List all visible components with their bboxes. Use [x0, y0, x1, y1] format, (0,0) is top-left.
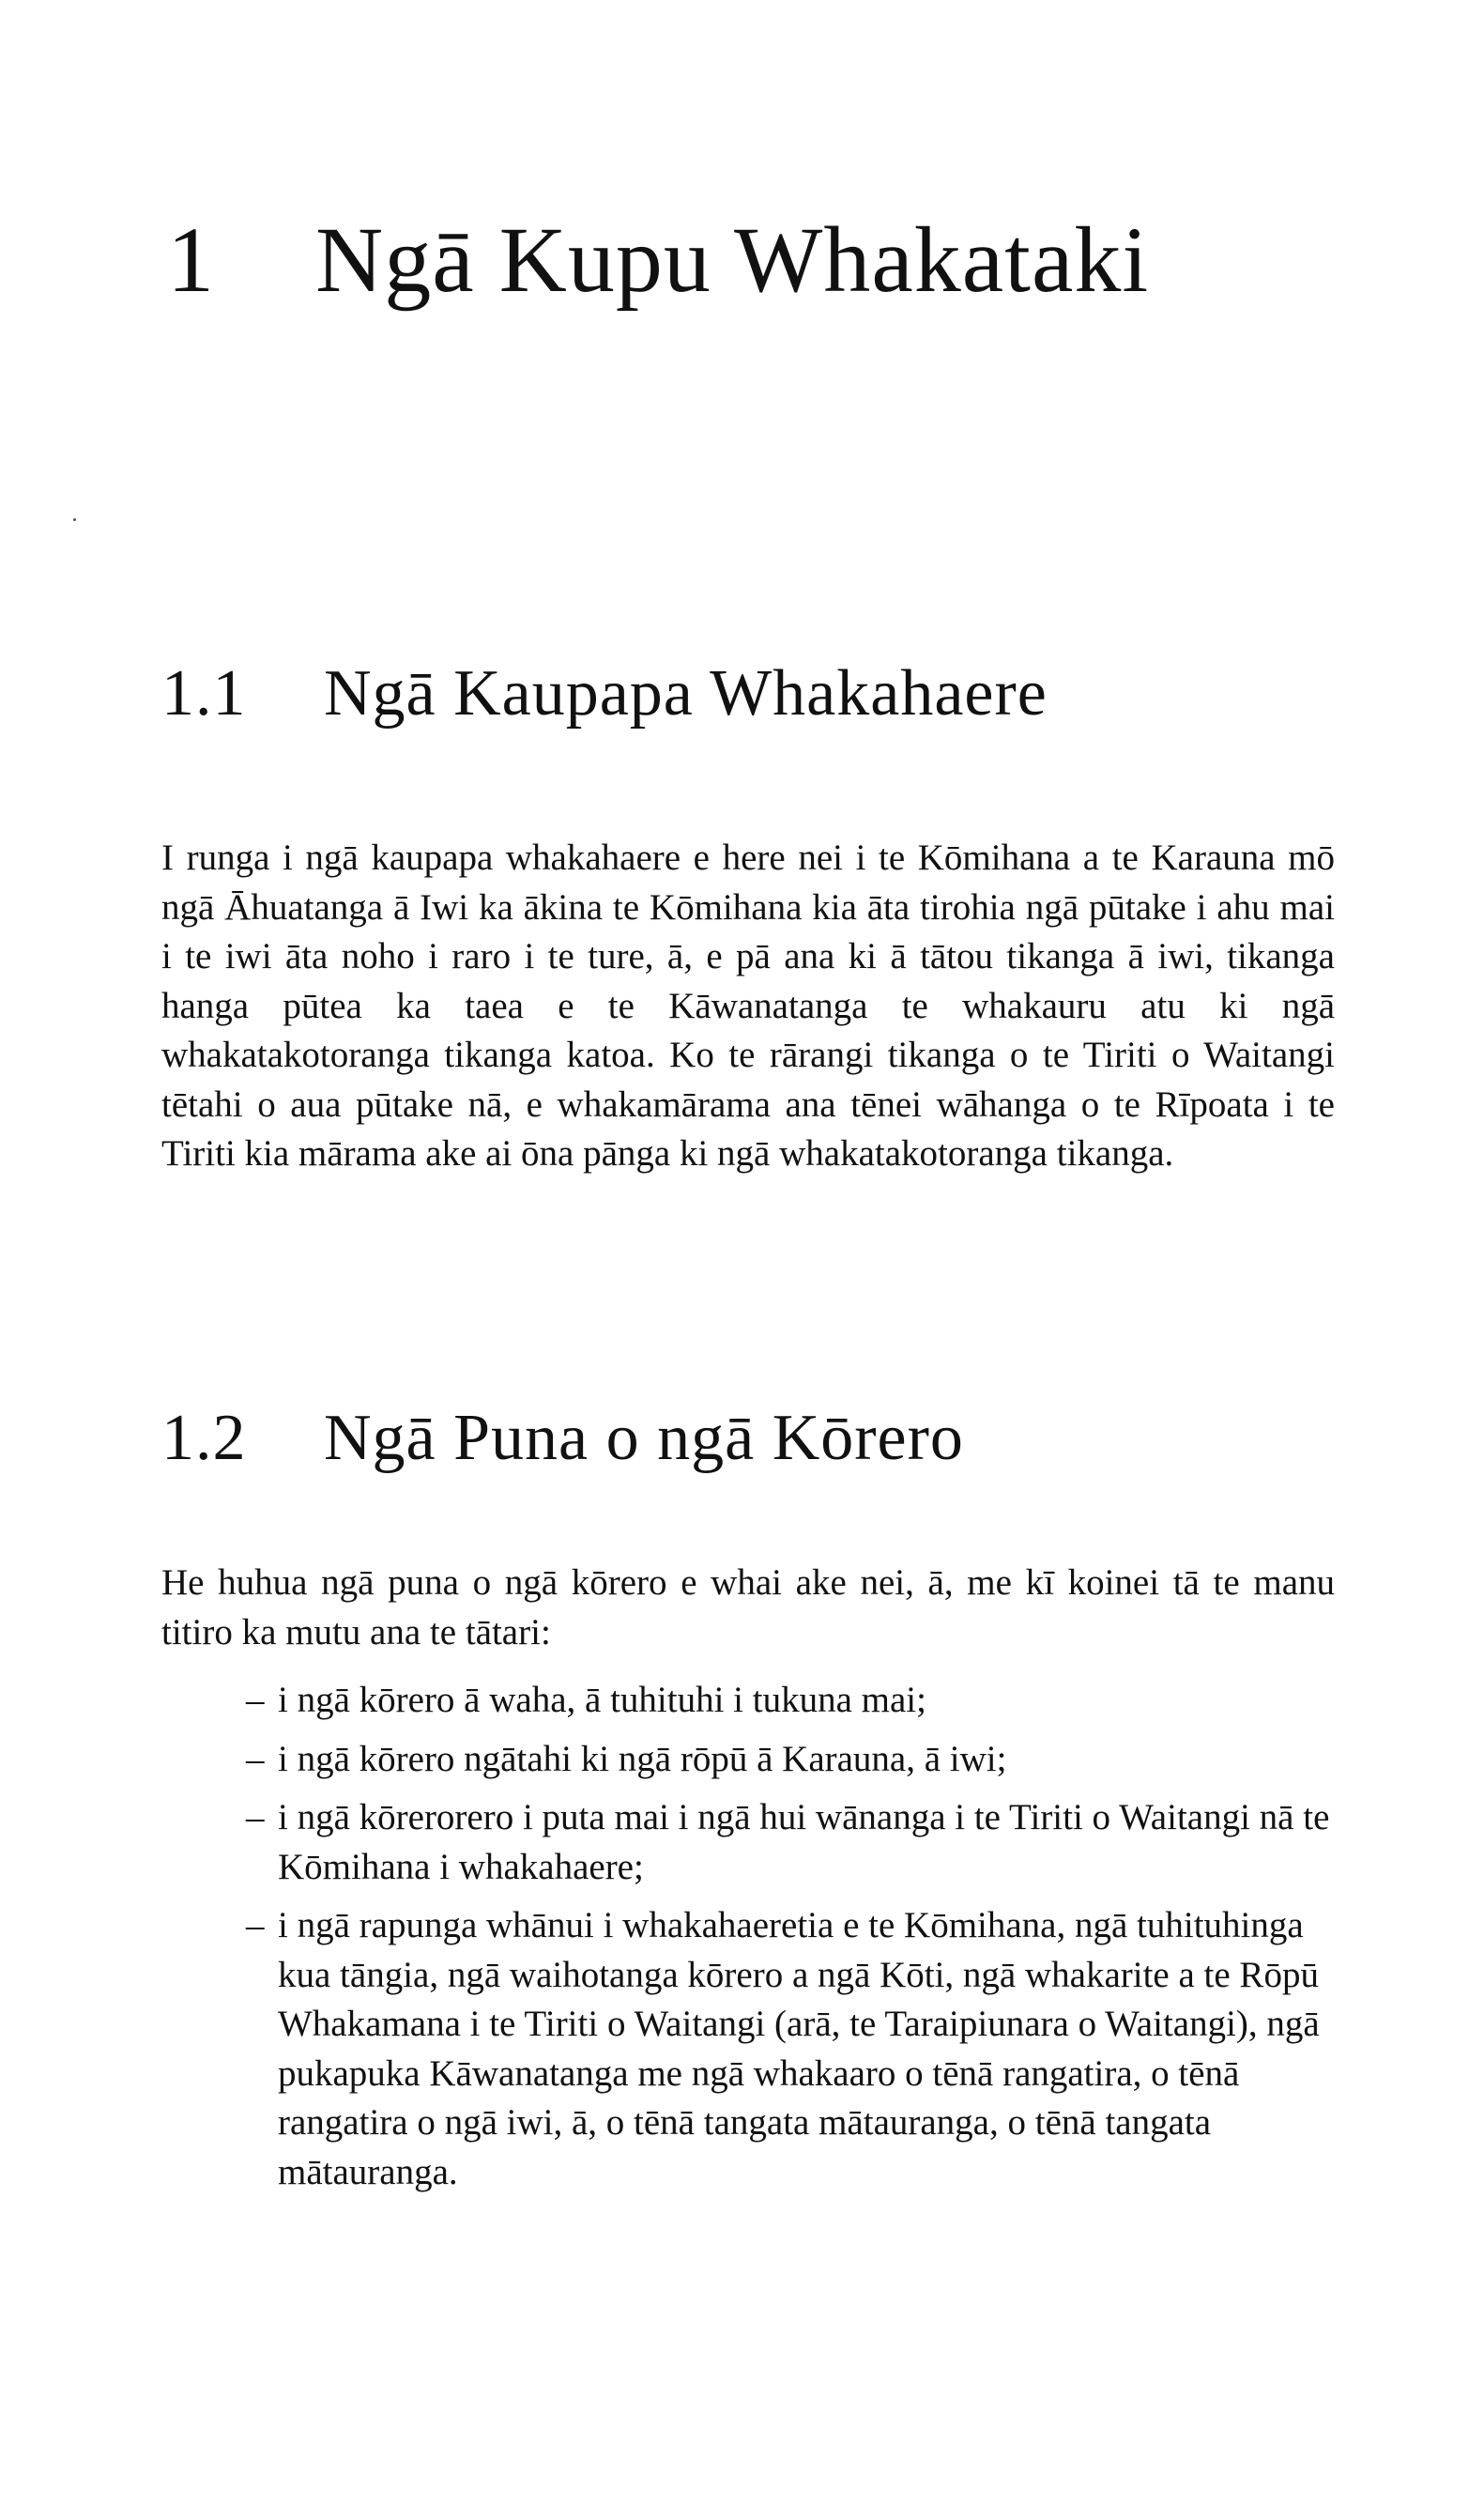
- list-item: [246, 1793, 1335, 1892]
- section-title: Ngā Puna o ngā Kōrero: [324, 1402, 964, 1474]
- sources-list: [246, 1676, 1335, 2206]
- list-item-text: i ngā kōrerorero i puta mai i ngā hui wānanga i te Tiriti o Waitangi nā te Kōmihana i whakahaere;: [278, 1797, 1330, 1887]
- section-number: 1.2: [161, 1402, 247, 1474]
- list-marker: –: [246, 1680, 265, 1720]
- section-1-2-paragraph: He huhua ngā puna o ngā kōrero e whai ake nei, ā, me kī koinei tā te manu titiro ka mutu ana te tātari:: [161, 1562, 1335, 1652]
- chapter-title: Ngā Kupu Whakataki: [315, 207, 1150, 312]
- list-marker: –: [246, 1738, 265, 1779]
- section-heading-1-2: [161, 1402, 964, 1474]
- list-item-text: i ngā kōrero ngātahi ki ngā rōpū ā Karauna, ā iwi;: [278, 1738, 1007, 1779]
- list-item: [246, 1901, 1335, 2197]
- section-1-1-paragraph: I runga i ngā kaupapa whakahaere e here nei i te Kōmihana a te Karauna mō ngā Āhuatanga ā Iwi ka ākina te Kōmihana kia āta tirohia ngā pūtake i ahu mai i te iwi āta noho i raro i te ture, ā, e pā ana ki ā tātou tikanga ā iwi, tikanga hanga pūtea ka taea e te Kāwanatanga te whakauru atu ki ngā whakatakotoranga tikanga katoa. Ko te rārangi tikanga o te Tiriti o Waitangi tētahi o aua pūtake nā, e whakamārama ana tēnei wāhanga o te Rīpoata i te Tiriti kia mārama ake ai ōna pānga ki ngā whakatakotoranga tikanga.: [161, 838, 1335, 1174]
- list-item-text: i ngā rapunga whānui i whakahaeretia e te Kōmihana, ngā tuhituhinga kua tāngia, ngā waihotanga kōrero a ngā Kōti, ngā whakarite a te Rōpū Whakamana i te Tiriti o Waitangi (arā, te Taraipiunara o Waitangi), ngā pukapuka Kāwanatanga me ngā whakaaro o tēnā rangatira, o tēnā rangatira o ngā iwi, ā, o tēnā tangata mātauranga, o tēnā tangata mātauranga.: [278, 1905, 1320, 2192]
- section-title: Ngā Kaupapa Whakahaere: [324, 657, 1048, 730]
- list-marker: –: [246, 1797, 265, 1837]
- list-item: [246, 1676, 1335, 1726]
- chapter-heading: [167, 208, 1149, 312]
- scan-speck: [73, 518, 76, 521]
- list-item-text: i ngā kōrero ā waha, ā tuhituhi i tukuna mai;: [278, 1680, 926, 1720]
- section-number: 1.1: [161, 657, 247, 730]
- section-heading-1-1: [161, 657, 1048, 730]
- list-item: [246, 1735, 1335, 1785]
- chapter-number: 1: [167, 207, 215, 312]
- list-marker: –: [246, 1905, 265, 1945]
